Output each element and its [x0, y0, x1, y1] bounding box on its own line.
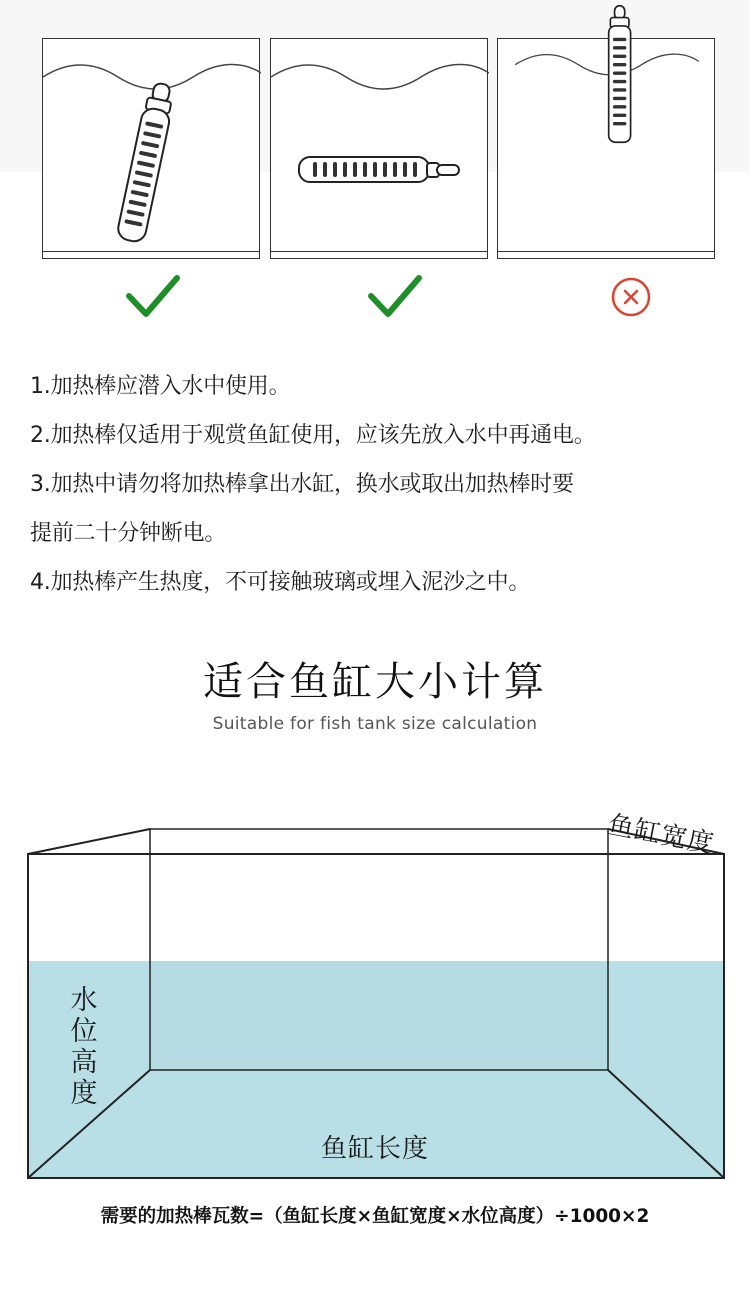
water-level-char: 高	[70, 1047, 98, 1078]
check-icon	[125, 272, 181, 322]
usage-rules	[30, 362, 745, 607]
rule-line: 2.加热棒仅适用于观赏鱼缸使用，应该先放入水中再通电。	[30, 423, 596, 448]
panel-out-of-water	[497, 38, 715, 252]
check-icon	[367, 272, 423, 322]
panel-submerged-horizontal	[270, 38, 488, 252]
rule-line: 提前二十分钟断电。	[30, 521, 227, 546]
cross-circle-icon	[604, 272, 660, 322]
rule-line: 3.加热中请勿将加热棒拿出水缸，换水或取出加热棒时要	[30, 472, 574, 497]
heater-tilted-illustration	[43, 39, 261, 253]
water-level-char: 位	[70, 1016, 98, 1047]
section-subtitle: Suitable for fish tank size calculation	[212, 714, 538, 734]
panel-base-3	[497, 252, 715, 259]
panel-submerged-tilted	[42, 38, 260, 252]
rule-line: 1.加热棒应潜入水中使用。	[30, 374, 291, 399]
water-level-char: 度	[70, 1078, 98, 1109]
water-level-label	[67, 985, 101, 1109]
heater-horizontal-illustration	[271, 39, 489, 253]
heater-vertical-illustration	[498, 0, 716, 213]
panel-base-2	[270, 252, 488, 259]
water-level-char: 水	[70, 985, 98, 1016]
panel-base-1	[42, 252, 260, 259]
tank-width-label: 鱼缸宽度	[605, 809, 717, 860]
tank-length-label: 鱼缸长度	[320, 1134, 429, 1164]
rule-line: 4.加热棒产生热度，不可接触玻璃或埋入泥沙之中。	[30, 570, 531, 595]
wattage-formula: 需要的加热棒瓦数=（鱼缸长度×鱼缸宽度×水位高度）÷1000×2	[100, 1206, 650, 1227]
section-title: 适合鱼缸大小计算	[203, 659, 547, 705]
